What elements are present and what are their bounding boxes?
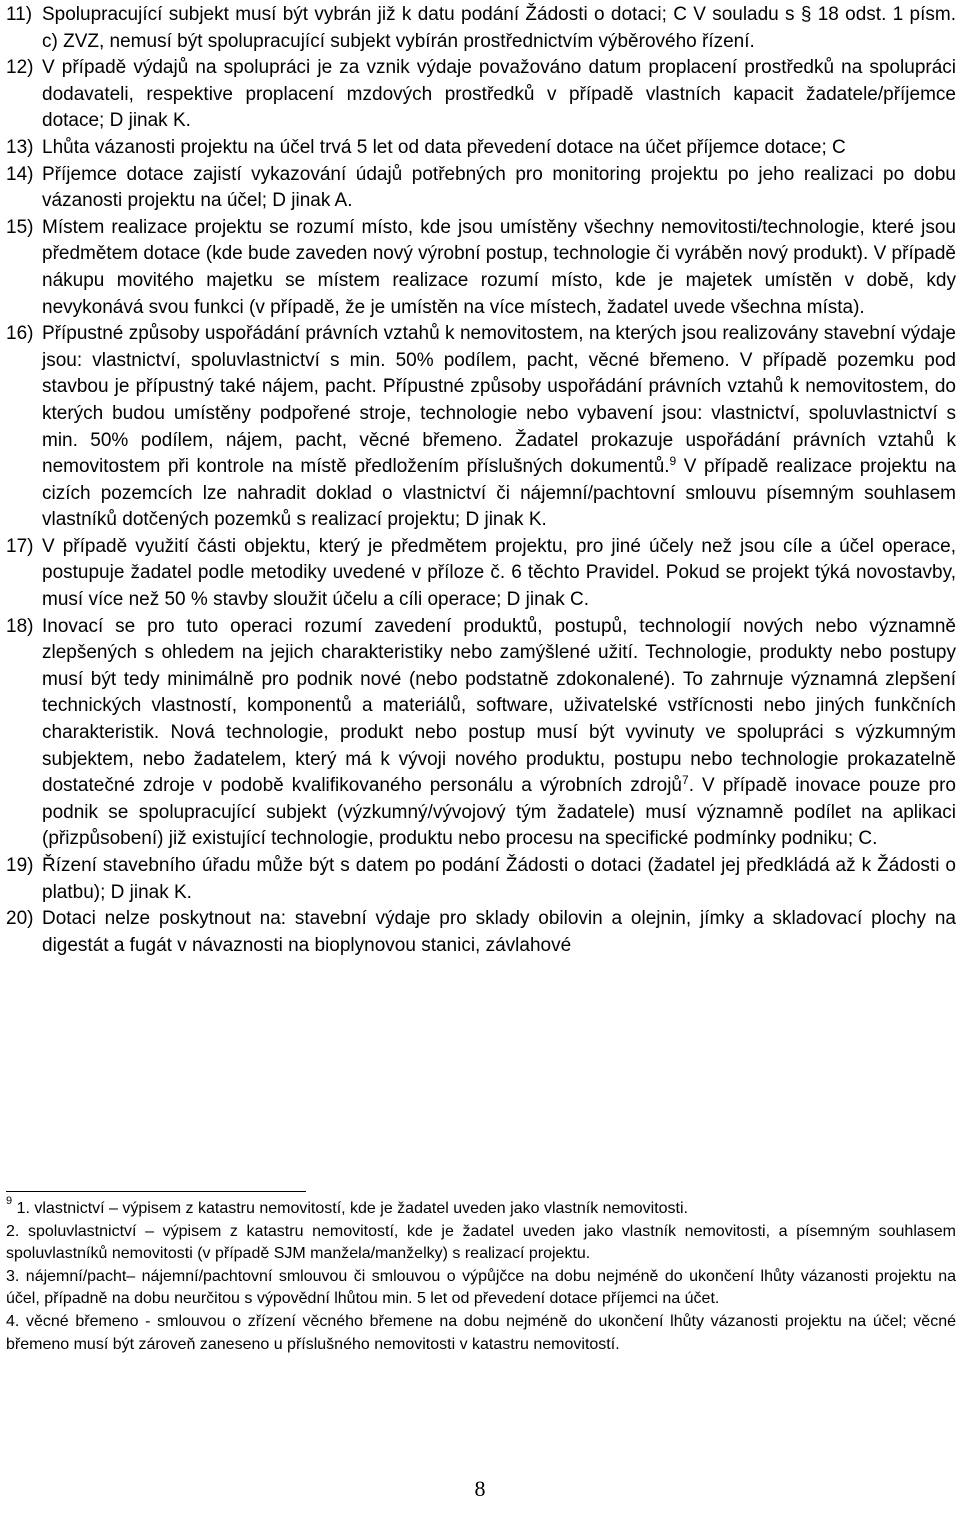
item-text: Řízení stavebního úřadu může být s datem po podání Žádosti o dotaci (žadatel jej předkládá až k Žádosti o platbu); D jinak K. [42,855,956,903]
list-item [6,853,956,906]
footnote-marker: 9 [6,1195,13,1207]
list-item [6,614,956,853]
page-number: 8 [474,1476,486,1501]
item-number: 16) [6,323,34,345]
item-text: Inovací se pro tuto operaci rozumí zavedení produktů, postupů, technologií nových nebo významně zlepšených s ohledem na jejich charakteristiky nebo zamýšlené užití. Technologie, produkty nebo postupy musí být tedy minimálně pro podnik nové (nebo podstatně zdokonalené). To zahrnuje významná zlepšení technických vlastností, komponentů a materiálů, software, uživatelské vstřícnosti nebo jiných funkčních charakteristik. Nová technologie, produkt nebo postup musí být vyvinuty ve spolupráci s výzkumným subjektem, nebo žadatelem, který má k vývoji nového produktu, postupu nebo technologie prokazatelně dostatečné zdroje v podobě kvalifikovaného personálu a výrobních zdrojů [42,615,956,797]
footnote-text: 4. věcné břemeno - smlouvou o zřízení věcného břemene na dobu nejméně do ukončení lhůty vázanosti projektu na účel; věcné břemeno musí být zároveň zaneseno u příslušného nemovitosti v katastru nemovitostí. [6,1312,956,1353]
item-text: Dotaci nelze poskytnout na: stavební výdaje pro sklady obilovin a olejnin, jímky a skladovací plochy na digestát a fugát v návaznosti na bioplynovou stanici, závlahové [42,908,956,956]
footnote-text: 3. nájemní/pacht– nájemní/pachtovní smlouvou či smlouvou o výpůjčce na dobu nejméně do ukončení lhůty vázanosti projektu na účel, případně na dobu neurčitou s výpovědní lhůtou min. 5 let od převedení dotace příjemci na účet. [6,1267,956,1308]
footnote-reference[interactable]: 7 [682,773,689,788]
list-item [6,215,956,321]
item-number: 12) [6,57,34,79]
list-item [6,534,956,614]
item-text-continued: V případě realizace projektu na cizích pozemcích lze nahradit doklad o vlastnictví či nájemní/pachtovní smlouvu písemným souhlasem vlastníků dotčených pozemků s realizací projektu; D jinak K. [42,456,956,531]
item-number: 17) [6,535,34,557]
item-text: V případě využití části objektu, který je předmětem projektu, pro jiné účely než jsou cíle a účel operace, postupuje žadatel podle metodiky uvedené v příloze č. 6 těchto Pravidel. Pokud se projekt týká novostavby, musí více než 50 % stavby sloužit účelu a cíli operace; D jinak C. [42,535,956,611]
list-item [6,906,956,959]
item-number: 14) [6,163,34,185]
item-number: 20) [6,908,34,930]
footnote-entry [6,1221,956,1266]
footnote-entry [6,1195,956,1221]
footnote-reference[interactable]: 9 [669,454,677,469]
item-number: 11) [6,4,33,25]
item-text-continued: . V případě inovace pouze pro podnik se spolupracující subjekt (výzkumný/vývojový tým žadatele) musí významně podílet na aplikaci (přizpůsobení) již existující technologie, produktu nebo procesu na specifické podmínky podniku; C. [42,775,957,850]
item-text: Spolupracující subjekt musí být vybrán již k datu podání Žádosti o dotaci; C V souladu s § 18 odst. 1 písm. c) ZVZ, nemusí být spolupracující subjekt vybírán prostřednictvím výběrového řízení. [42,4,956,52]
footnote-entry [6,1311,956,1356]
list-item [6,321,956,534]
list-item [6,135,956,162]
footnote-divider [6,1191,306,1192]
footnote-entry [6,1266,956,1311]
footnote-text: 2. spoluvlastnictví – výpisem z katastru nemovitostí, kde je žadatel uveden jako vlastník nemovitosti, a písemným souhlasem spoluvlastníků nemovitosti (v případě SJM manžela/manželky) s realizací projektu. [6,1222,956,1263]
item-text: Lhůta vázanosti projektu na účel trvá 5 let od data převedení dotace na účet příjemce dotace; C [42,136,846,158]
item-number: 13) [6,136,34,158]
item-text: Přípustné způsoby uspořádání právních vztahů k nemovitostem, na kterých jsou realizovány stavební výdaje jsou: vlastnictví, spoluvlastnictví s min. 50% podílem, pacht, věcné břemeno. V případě pozemku pod stavbou je přípustný také nájem, pacht. Přípustné způsoby uspořádání právních vztahů k nemovitostem, do kterých budou umístěny podpořené stroje, technologie nebo vybavení jsou: vlastnictví, spoluvlastnictví s min. 50% podílem, nájem, pacht, věcné břemeno. Žadatel prokazuje uspořádání právních vztahů k nemovitostem při kontrole na místě předložením příslušných dokumentů. [42,323,956,478]
item-text: Příjemce dotace zajistí vykazování údajů potřebných pro monitoring projektu po jeho realizaci po dobu vázanosti projektu na účel; D jinak A. [42,163,956,212]
footnote-text: 1. vlastnictví – výpisem z katastru nemovitostí, kde je žadatel uveden jako vlastník nemovitosti. [16,1200,688,1217]
list-item [6,55,956,135]
list-item [6,162,956,215]
item-number: 15) [6,216,34,238]
footnotes [6,1195,956,1356]
conditions-list [6,2,956,959]
item-text: Místem realizace projektu se rozumí místo, kde jsou umístěny všechny nemovitosti/technologie, které jsou předmětem dotace (kde bude zaveden nový výrobní postup, technologie či vyráběn nový produkt). V případě nákupu movitého majetku se místem realizace rozumí místo, kde je majetek umístěn v době, kdy nevykonává svou funkci (v případě, že je umístěn na více místech, žadatel uvede všechna místa). [42,216,956,318]
item-number: 18) [6,615,34,637]
item-text: V případě výdajů na spolupráci je za vznik výdaje považováno datum proplacení prostředků na spolupráci dodavateli, respektive proplacení mzdových prostředků v případě vlastních kapacit žadatele/příjemce dotace; D jinak K. [42,57,956,132]
list-item [6,2,956,55]
item-number: 19) [6,855,34,876]
